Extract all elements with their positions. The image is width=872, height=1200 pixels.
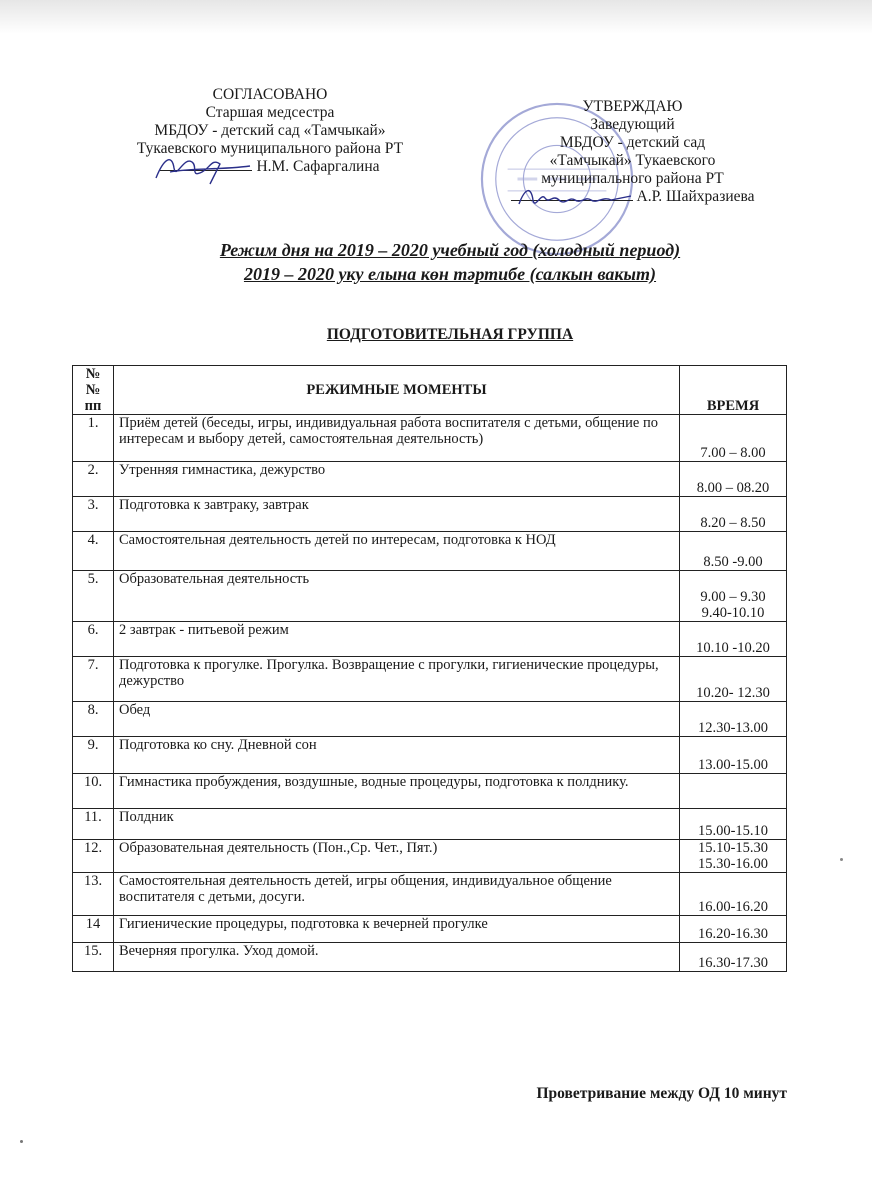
scan-speck	[840, 858, 843, 861]
schedule-table	[72, 365, 787, 972]
row-time	[680, 774, 787, 809]
row-time	[680, 840, 787, 873]
row-moment: Гимнастика пробуждения, воздушные, водные процедуры, подготовка к полднику.	[114, 774, 680, 809]
row-time: 10.20- 12.30	[680, 657, 787, 702]
document-title: Режим дня на 2019 – 2020 учебный год (холодный период)	[219, 240, 681, 260]
row-number: 8.	[73, 702, 114, 737]
approval-left-district: Тукаевского муниципального района РТ	[136, 140, 404, 157]
approval-left-position: Старшая медсестра	[205, 104, 335, 121]
row-moment: Самостоятельная деятельность детей по интересам, подготовка к НОД	[114, 532, 680, 571]
header-number-line: №	[85, 366, 101, 382]
row-number: 10.	[73, 774, 114, 809]
table-row	[73, 571, 787, 622]
row-time: 16.30-17.30	[680, 943, 787, 972]
row-time: 8.50 -9.00	[680, 532, 787, 571]
row-moment: Самостоятельная деятельность детей, игры общения, индивидуальное общение воспитателя с детьми, досуги.	[114, 873, 680, 916]
document-subtitle-tatar: 2019 – 2020 уку елына көн тәртибе (салкын вакыт)	[243, 264, 657, 284]
row-time: 8.00 – 08.20	[680, 462, 787, 497]
row-time	[680, 571, 787, 622]
row-number: 11.	[73, 809, 114, 840]
row-time: 16.20-16.30	[680, 916, 787, 943]
approval-left-heading: СОГЛАСОВАНО	[212, 86, 328, 103]
row-number: 12.	[73, 840, 114, 873]
table-row	[73, 873, 787, 916]
table-row	[73, 774, 787, 809]
table-row	[73, 943, 787, 972]
row-time-line: 15.30-16.00	[697, 856, 769, 872]
row-number: 1.	[73, 415, 114, 462]
row-number: 6.	[73, 622, 114, 657]
header-moments: РЕЖИМНЫЕ МОМЕНТЫ	[114, 366, 680, 415]
row-number: 9.	[73, 737, 114, 774]
scan-edge-shade	[0, 0, 872, 34]
row-moment: Вечерняя прогулка. Уход домой.	[114, 943, 680, 972]
approval-right-organization-line1: МБДОУ - детский сад	[559, 134, 706, 151]
header-number-line: пп	[84, 398, 102, 414]
row-time: 16.00-16.20	[680, 873, 787, 916]
approval-left-organization: МБДОУ - детский сад «Тамчыкай»	[154, 122, 386, 139]
table-row	[73, 702, 787, 737]
approval-left-signatory: Н.М. Сафаргалина	[256, 158, 380, 175]
row-number: 4.	[73, 532, 114, 571]
row-time: 13.00-15.00	[680, 737, 787, 774]
header-number-line: №	[85, 382, 101, 398]
row-number: 13.	[73, 873, 114, 916]
row-time: 12.30-13.00	[680, 702, 787, 737]
row-moment: Утренняя гимнастика, дежурство	[114, 462, 680, 497]
row-number: 15.	[73, 943, 114, 972]
row-number: 2.	[73, 462, 114, 497]
row-time: 15.00-15.10	[680, 809, 787, 840]
row-time-line: 15.10-15.30	[697, 840, 769, 856]
row-moment: Гигиенические процедуры, подготовка к вечерней прогулке	[114, 916, 680, 943]
row-time: 8.20 – 8.50	[680, 497, 787, 532]
table-row	[73, 622, 787, 657]
table-row	[73, 657, 787, 702]
table-row	[73, 916, 787, 943]
table-row	[73, 462, 787, 497]
row-moment: Образовательная деятельность	[114, 571, 680, 622]
table-row	[73, 737, 787, 774]
table-row	[73, 532, 787, 571]
scan-speck	[20, 1140, 23, 1143]
approval-right-position: Заведующий	[590, 116, 675, 133]
table-row	[73, 497, 787, 532]
signature-right-icon	[515, 182, 635, 216]
row-moment: Приём детей (беседы, игры, индивидуальная работа воспитателя с детьми, общение по интересам и выбору детей, самостоятельная деятельность)	[114, 415, 680, 462]
row-moment: Обед	[114, 702, 680, 737]
row-time-line: 9.00 – 9.30	[700, 589, 766, 605]
row-number: 7.	[73, 657, 114, 702]
signature-left-icon	[150, 148, 260, 188]
row-time: 7.00 – 8.00	[680, 415, 787, 462]
row-number: 3.	[73, 497, 114, 532]
header-time: ВРЕМЯ	[680, 366, 787, 415]
row-moment: Подготовка к завтраку, завтрак	[114, 497, 680, 532]
table-header-row	[73, 366, 787, 415]
header-number	[73, 366, 114, 415]
row-moment: Полдник	[114, 809, 680, 840]
row-moment: Подготовка к прогулке. Прогулка. Возвращение с прогулки, гигиенические процедуры, дежурство	[114, 657, 680, 702]
approval-right-signatory: А.Р. Шайхразиева	[636, 188, 755, 205]
row-number: 5.	[73, 571, 114, 622]
table-row	[73, 809, 787, 840]
table-row	[73, 415, 787, 462]
row-time-line: 9.40-10.10	[701, 605, 765, 621]
row-number: 14	[73, 916, 114, 943]
row-moment: Образовательная деятельность (Пон.,Ср. Чет., Пят.)	[114, 840, 680, 873]
row-moment: 2 завтрак - питьевой режим	[114, 622, 680, 657]
row-time: 10.10 -10.20	[680, 622, 787, 657]
group-title: ПОДГОТОВИТЕЛЬНАЯ ГРУППА	[326, 326, 574, 343]
approval-right-district: муниципального района РТ	[541, 170, 724, 187]
row-moment: Подготовка ко сну. Дневной сон	[114, 737, 680, 774]
table-row	[73, 840, 787, 873]
approval-right-heading: УТВЕРЖДАЮ	[582, 98, 683, 115]
approval-right-organization-line2: «Тамчыкай» Тукаевского	[549, 152, 716, 169]
ventilation-footnote: Проветривание между ОД 10 минут	[536, 1085, 787, 1102]
